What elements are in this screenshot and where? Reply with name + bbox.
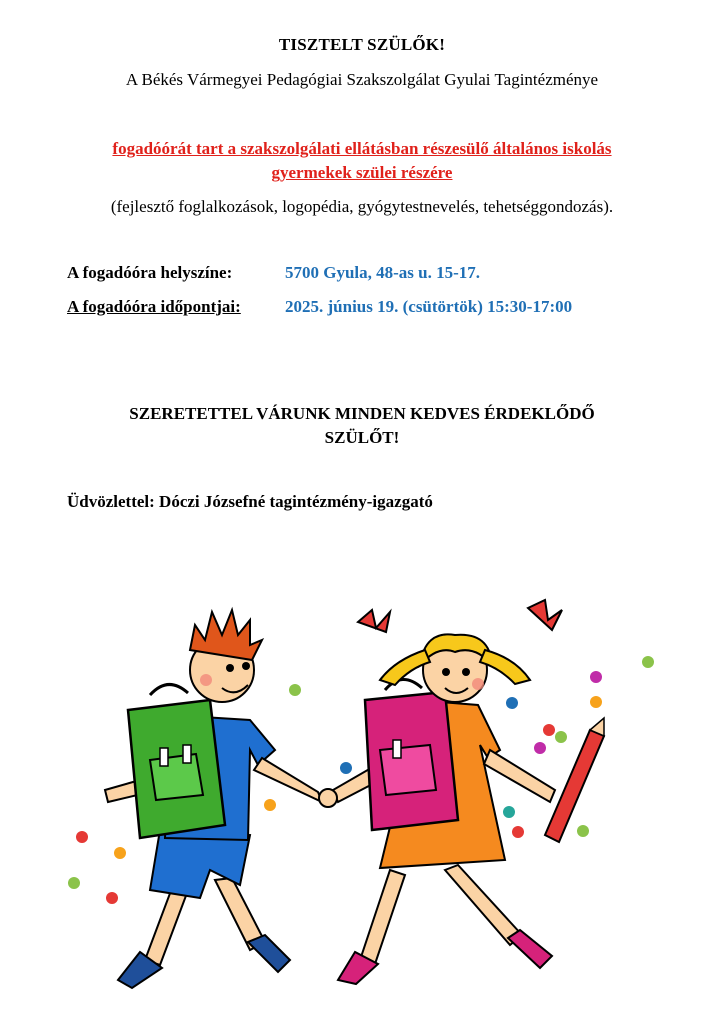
joined-hands [319, 789, 337, 807]
page-title: TISZTELT SZÜLŐK! [278, 35, 446, 54]
girl-figure [333, 600, 604, 984]
time-label: A fogadóóra időpontjai: [67, 297, 241, 316]
announcement-line-2: gyermekek szülei részére [271, 163, 453, 182]
pencil-icon [545, 718, 604, 842]
institution-name: A Békés Vármegyei Pedagógiai Szakszolgálat Gyulai Tagintézménye [125, 70, 599, 89]
welcome-line-1: SZERETETTEL VÁRUNK MINDEN KEDVES ÉRDEKLŐDŐ [129, 404, 595, 423]
location-label: A fogadóóra helyszíne: [67, 263, 233, 282]
children-illustration [0, 580, 724, 1000]
time-row [67, 297, 572, 317]
time-value: 2025. június 19. (csütörtök) 15:30-17:00 [285, 297, 573, 316]
welcome-line-2: SZÜLŐT! [324, 428, 400, 447]
announcement-line-1: fogadóórát tart a szakszolgálati ellátásban részesülő általános iskolás [112, 139, 612, 158]
location-value: 5700 Gyula, 48-as u. 15-17. [285, 263, 481, 282]
services-list: (fejlesztő foglalkozások, logopédia, gyógytestnevelés, tehetséggondozás). [110, 197, 614, 216]
signature: Üdvözlettel: Dóczi Józsefné tagintézmény-igazgató [67, 492, 433, 511]
boy-figure [105, 610, 322, 988]
location-row [67, 263, 480, 283]
